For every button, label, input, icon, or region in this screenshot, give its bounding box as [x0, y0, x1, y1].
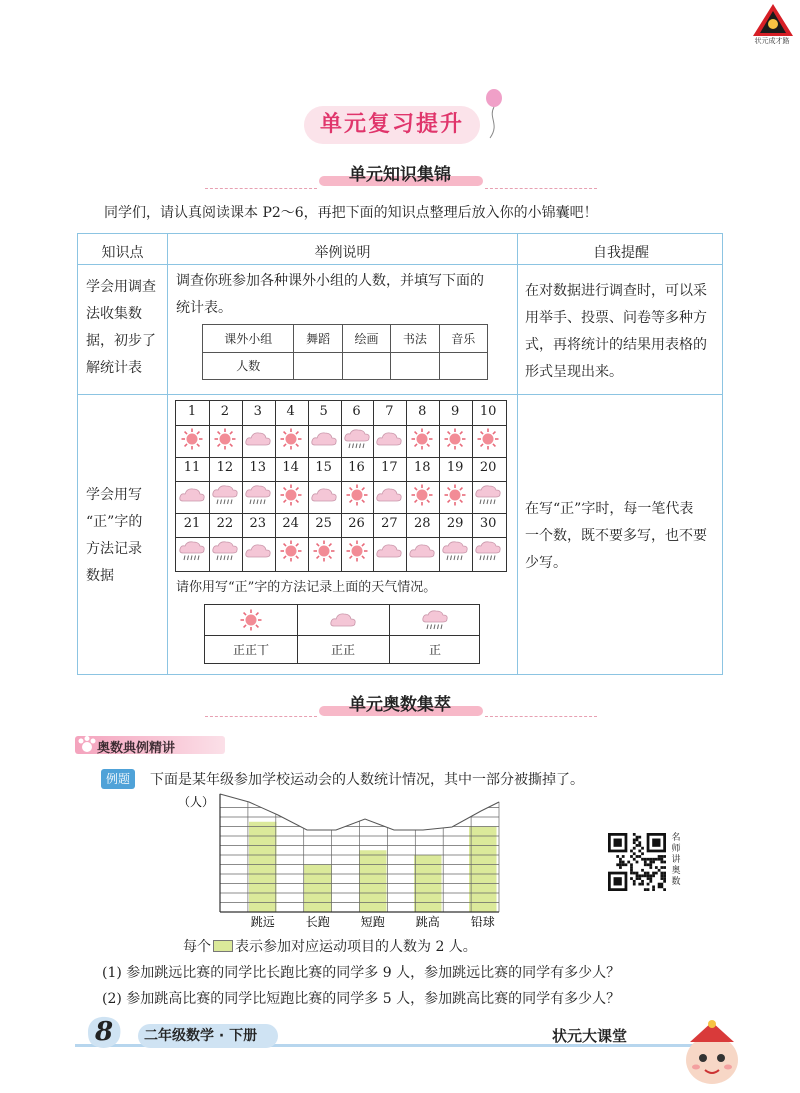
sun-icon: [406, 427, 438, 451]
chart-bar: [304, 865, 332, 913]
calendar-day: 17: [381, 460, 398, 475]
sun-icon: [275, 539, 307, 563]
rain-icon: [472, 539, 504, 563]
calendar-day: 29: [446, 516, 464, 531]
divider: [485, 188, 597, 189]
rain-icon: [419, 608, 451, 632]
sun-icon: [209, 427, 241, 451]
blank-cell[interactable]: [342, 352, 390, 380]
sun-icon: [341, 483, 373, 507]
question-1: (1) 参加跳远比赛的同学比长跑比赛的同学多 9 人，参加跳远比赛的同学有多少人？: [102, 965, 621, 981]
cloud-icon: [373, 427, 405, 451]
cloud-icon: [373, 539, 405, 563]
qr-code[interactable]: [608, 833, 666, 891]
calendar-day: 9: [451, 404, 460, 419]
record-prompt: 请你用写“正”字的方法记录上面的天气情况。: [176, 580, 437, 595]
tally-rainy: 正: [428, 643, 441, 657]
calendar-day: 23: [249, 516, 267, 531]
chart-bar: [249, 822, 277, 912]
page-title-banner: [296, 102, 496, 146]
reminder-1: 在对数据进行调查时，可以采 用举手、投票、问卷等多种方 式，再将统计的结果用表格的 形式呈现出来。: [525, 283, 707, 380]
subheading: [75, 734, 225, 756]
stats-table: 课外小组 舞蹈 绘画 书法 音乐 人数: [202, 324, 488, 380]
logo-text: 状元成才路: [754, 37, 790, 45]
calendar-day: 25: [315, 516, 332, 531]
calendar-day: 14: [282, 460, 299, 475]
header-point: 知识点: [101, 245, 144, 261]
blank-cell[interactable]: [391, 352, 439, 380]
calendar-day: 1: [187, 404, 197, 419]
sun-icon: [275, 483, 307, 507]
reminder-2: 在写“正”字时，每一笔代表 一个数，既不要多写，也不要 少写。: [525, 501, 707, 571]
chart-category-label: 铅球: [470, 915, 495, 929]
rain-icon: [176, 539, 208, 563]
rain-icon: [209, 539, 241, 563]
calendar-day: 10: [479, 404, 497, 419]
cloud-icon: [406, 539, 438, 563]
calendar-day: 22: [216, 516, 234, 531]
sun-icon: [176, 427, 208, 451]
cloud-icon: [308, 427, 340, 451]
tally-cloudy: 正正: [330, 643, 355, 657]
sports-bar-chart: [170, 792, 510, 932]
calendar-day: 26: [348, 516, 365, 531]
calendar-day: 19: [446, 460, 464, 475]
calendar-day: 7: [385, 404, 394, 419]
mascot-icon: [672, 1012, 752, 1092]
brand-name: 状元大课堂: [552, 1027, 628, 1045]
weather-calendar: [175, 400, 507, 572]
calendar-day: 2: [220, 404, 230, 419]
calendar-day: 3: [253, 404, 262, 419]
section-title-knowledge: 单元知识集锦: [349, 165, 451, 185]
intro-text: 同学们，请认真阅读课本 P2～6，再把下面的知识点整理后放入你的小锦囊吧！: [104, 205, 598, 221]
header-example: 举例说明: [314, 245, 371, 261]
cloud-icon: [176, 483, 208, 507]
tally-record-table: [204, 604, 480, 664]
chart-y-label: （人）: [178, 795, 215, 809]
page-title: 单元复习提升: [304, 106, 480, 144]
calendar-day: 16: [348, 460, 365, 475]
rain-icon: [472, 483, 504, 507]
chart-category-label: 短跑: [360, 915, 385, 929]
divider: [485, 716, 597, 717]
divider: [205, 716, 317, 717]
calendar-day: 28: [414, 516, 431, 531]
question-2: (2) 参加跳高比赛的同学比短跑比赛的同学多 5 人，参加跳高比赛的同学有多少人？: [102, 991, 621, 1007]
rain-icon: [209, 483, 241, 507]
divider: [205, 188, 317, 189]
calendar-day: 12: [216, 460, 234, 475]
cloud-icon: [327, 608, 359, 632]
paw-icon: [77, 735, 97, 755]
tally-sunny: 正正丅: [232, 643, 269, 657]
qr-label: 名师讲奥数: [671, 833, 681, 887]
legend-line: 每个 表示参加对应运动项目的人数为 2 人。: [183, 939, 477, 955]
example-1-text: 调查你班参加各种课外小组的人数，并填写下面的 统计表。: [176, 273, 484, 316]
calendar-day: 21: [183, 516, 201, 531]
chart-category-label: 跳高: [415, 915, 440, 929]
subheading-text: 奥数典例精讲: [97, 741, 176, 756]
calendar-day: 15: [315, 460, 332, 475]
rain-icon: [341, 427, 373, 451]
example-text: 下面是某年级参加学校运动会的人数统计情况，其中一部分被撕掉了。: [150, 772, 584, 788]
sun-icon: [308, 539, 340, 563]
rain-icon: [242, 483, 274, 507]
page-number: 8: [94, 1017, 114, 1047]
calendar-day: 18: [414, 460, 431, 475]
header-reminder: 自我提醒: [593, 245, 649, 261]
calendar-day: 5: [319, 404, 328, 419]
cloud-icon: [242, 539, 274, 563]
calendar-day: 8: [418, 404, 427, 419]
legend-swatch: [213, 940, 233, 952]
example-tag: 例题: [101, 769, 135, 789]
knowledge-point-1: 学会用调查 法收集数 据，初步了 解统计表: [86, 279, 156, 376]
section-title-olympiad: 单元奥数集萃: [349, 695, 451, 715]
chart-category-label: 跳远: [250, 915, 275, 929]
blank-cell[interactable]: [294, 352, 342, 380]
chart-category-label: 长跑: [305, 915, 330, 929]
cloud-icon: [373, 483, 405, 507]
balloon-icon: [480, 88, 508, 148]
sun-icon: [472, 427, 504, 451]
sun-icon: [406, 483, 438, 507]
cloud-icon: [308, 483, 340, 507]
calendar-day: 30: [479, 516, 497, 531]
calendar-day: 4: [286, 404, 295, 419]
calendar-day: 24: [282, 516, 299, 531]
rain-icon: [439, 539, 471, 563]
sun-icon: [235, 608, 267, 632]
cloud-icon: [242, 427, 274, 451]
calendar-day: 13: [249, 460, 267, 475]
calendar-day: 6: [352, 404, 361, 419]
chart-bar: [469, 827, 497, 913]
calendar-day: 20: [479, 460, 497, 475]
sun-icon: [439, 427, 471, 451]
book-name: 二年级数学 · 下册: [144, 1028, 258, 1044]
knowledge-point-2: 学会用写 “正”字的 方法记录 数据: [86, 487, 143, 584]
blank-cell[interactable]: [439, 352, 487, 380]
sun-icon: [275, 427, 307, 451]
calendar-day: 11: [183, 460, 201, 475]
sun-icon: [341, 539, 373, 563]
sun-icon: [439, 483, 471, 507]
calendar-day: 27: [381, 516, 398, 531]
